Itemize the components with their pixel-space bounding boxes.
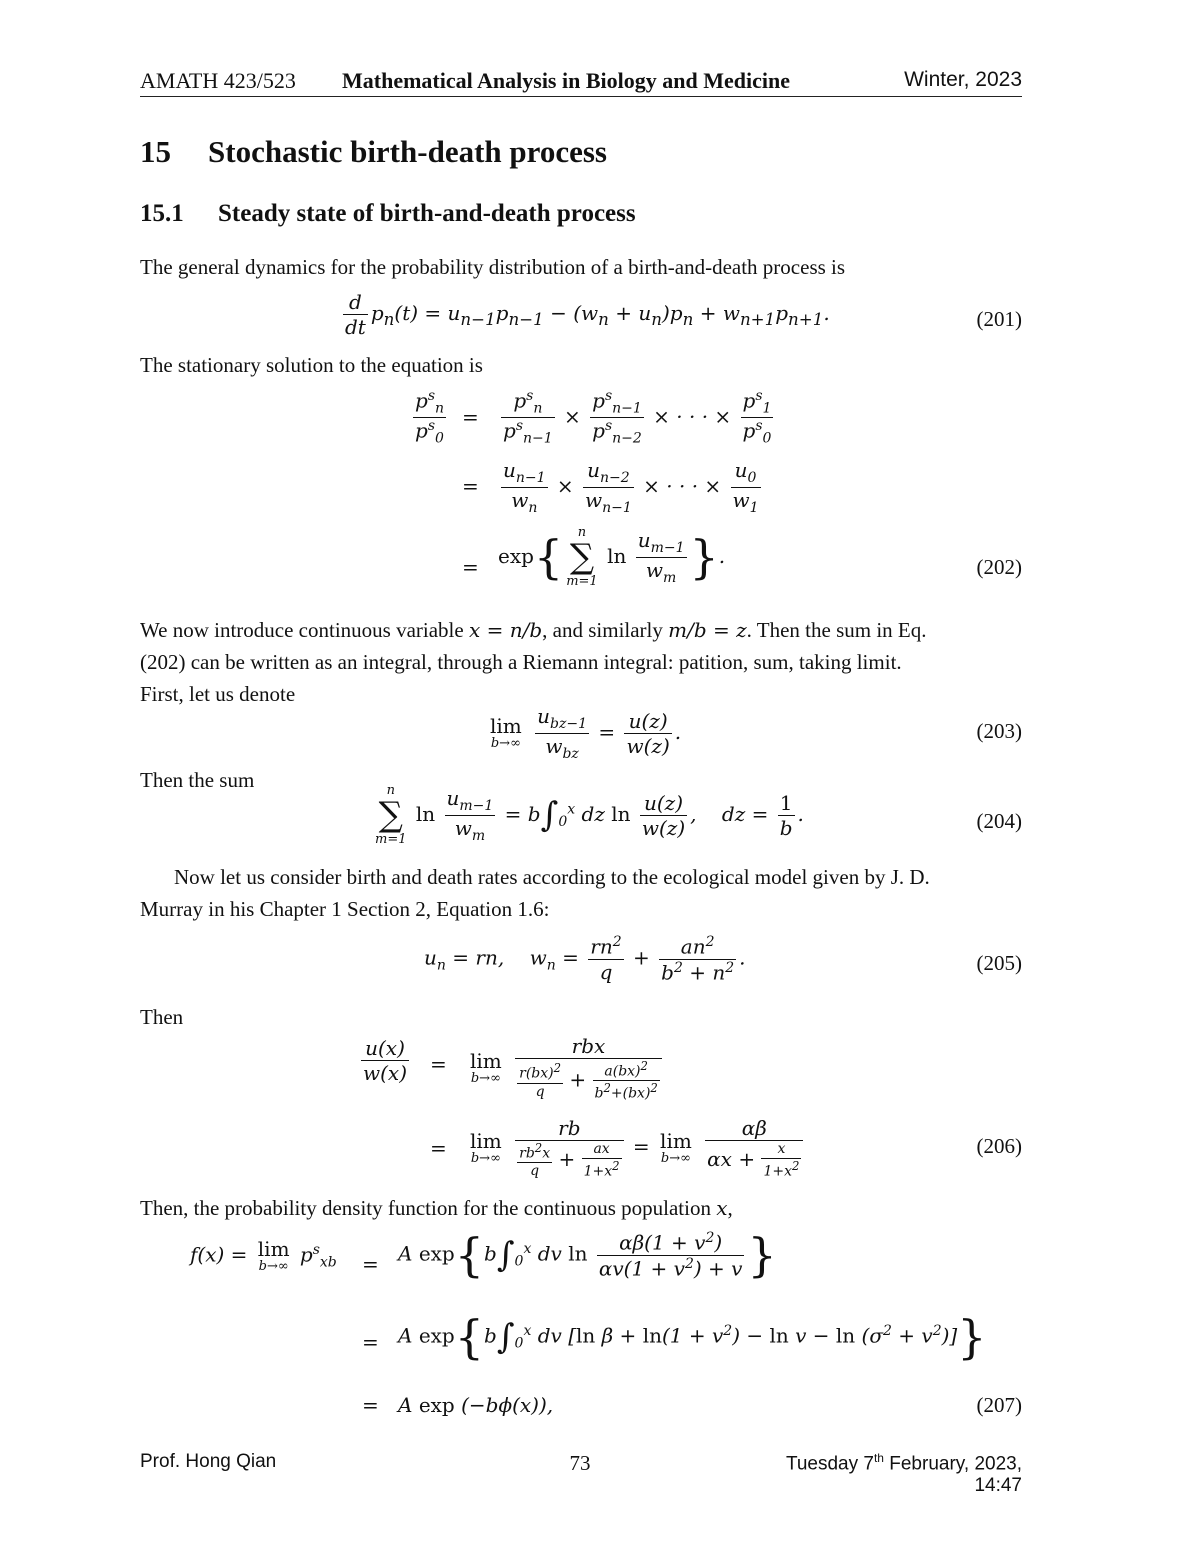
equals-sign: = [462, 405, 479, 429]
equation-206-line-1: lim b→∞ rbx $\frac{r(bx)^2}{q}$ + $\frac{a(bx)^2}{b^2+(bx)^2}$ [466, 1034, 665, 1103]
equals-sign: = [362, 1252, 379, 1276]
paragraph-pdf: Then, the probability density function for the continuous population x, [140, 1196, 733, 1220]
footer-page-number: 73 [569, 1451, 591, 1475]
equation-number-202: (202) [976, 555, 1022, 579]
equation-202-line-1: $\frac{p^s_n}{p^s_{n-1}}$ × $\frac{p^s_{n-1}}{p^s_{n-2}}$ × · · · × $\frac{p^s_1}{p^s_0}$ [503, 388, 772, 448]
header-term: Winter, 2023 [904, 68, 1022, 91]
equation-205: $u_n$ = rn, $w_n$ = $\frac{rn^2}{q}$ + $\frac{an^2}{b^2 + n^2}$ . [424, 934, 746, 985]
paragraph-murray: Murray in his Chapter 1 Section 2, Equation 1.6: [140, 897, 550, 921]
paragraph-continuous-variable: We now introduce continuous variable x = n/b, and similarly m/b = z. Then the sum in Eq. [140, 618, 927, 642]
paragraph-intro: The general dynamics for the probability distribution of a birth-and-death process is [140, 255, 846, 279]
equation-207-lhs: f(x) = lim b→∞ $p^s_{xb}$ [190, 1237, 337, 1274]
equation-207-line-2: A $\exp\{b\int_0^x$ dv [ln $\beta + \ln(1 + v^2) - \ln v - \ln (\sigma^2 + v^2)$]} [398, 1310, 987, 1364]
footer-date: Tuesday 7th February, 2023, 14:47 [785, 1451, 1022, 1497]
equals-sign: = [462, 555, 479, 579]
equation-204: n ∑ m=1 ln $\frac{u_{m-1}}{w_m}$ = $b\int_0^x$ dz ln $\frac{u(z)}{w(z)}$ , dz = $\frac{1}{b}$ . [375, 783, 804, 848]
equation-203: lim b→∞ $\frac{u_{bz-1}}{w_{bz}}$ = $\frac{u(z)}{w(z)}$ . [490, 704, 682, 762]
subsection-number: 15.1 [140, 200, 184, 227]
paragraph-riemann: (202) can be written as an integral, through a Riemann integral: patition, sum, taking limit. [140, 650, 902, 674]
equals-sign: = [430, 1136, 447, 1160]
equation-206-line-2: lim b→∞ rb $\frac{rb^2x}{q}$ + $\frac{ax}{1+x^2}$ = lim b→∞ αβ αx + $\frac{x}{1+x^2}$ [466, 1116, 806, 1180]
equation-206-lhs: $\frac{u(x)}{w(x)}$ [363, 1036, 408, 1085]
equation-202-line-2: $\frac{u_{n-1}}{w_n}$ × $\frac{u_{n-2}}{w_{n-1}}$ × · · · × $\frac{u_0}{w_1}$ [503, 458, 759, 516]
equation-number-205: (205) [976, 951, 1022, 975]
equation-202-line-3: exp{ n ∑ m=1 ln $\frac{u_{m-1}}{w_m}$ }. [498, 525, 726, 590]
equation-201: $\frac{d}{dt}$ $p_n(t) = u_{n-1}p_{n-1} - (w_n + u_n)p_n + w_{n+1}p_{n+1}$. [345, 290, 830, 339]
equation-number-207: (207) [976, 1393, 1022, 1417]
paragraph-denote: First, let us denote [140, 682, 296, 706]
equals-sign: = [462, 474, 479, 498]
equation-number-206: (206) [976, 1134, 1022, 1158]
equation-number-204: (204) [976, 809, 1022, 833]
paragraph-then: Then [140, 1005, 184, 1029]
equals-sign: = [362, 1393, 379, 1417]
equation-207-line-3: A exp (−bϕ(x)), [398, 1393, 554, 1417]
section-number: 15 [140, 134, 171, 169]
equation-number-201: (201) [976, 307, 1022, 331]
equals-sign: = [430, 1052, 447, 1076]
paragraph-then-sum: Then the sum [140, 768, 255, 792]
equation-202-lhs: $\frac{p^s_n}{p^s_0}$ [415, 388, 445, 448]
paragraph-ecological-model: Now let us consider birth and death rates according to the ecological model given by J. D. [174, 865, 930, 889]
section-title: Stochastic birth-death process [208, 134, 607, 169]
header-course: AMATH 423/523 [140, 68, 296, 93]
footer-author: Prof. Hong Qian [140, 1451, 277, 1472]
subsection-title: Steady state of birth-and-death process [218, 200, 636, 227]
header-title: Mathematical Analysis in Biology and Medicine [342, 68, 790, 93]
header-rule [140, 96, 1022, 97]
paragraph-stationary: The stationary solution to the equation is [140, 353, 483, 377]
equals-sign: = [362, 1330, 379, 1354]
equation-number-203: (203) [976, 719, 1022, 743]
equation-207-line-1: A $\exp\{b\int_0^x$ dv ln $\frac{\alpha\beta(1 + v^2)}{\alpha v(1 + v^2) + v}$ } [398, 1228, 777, 1282]
